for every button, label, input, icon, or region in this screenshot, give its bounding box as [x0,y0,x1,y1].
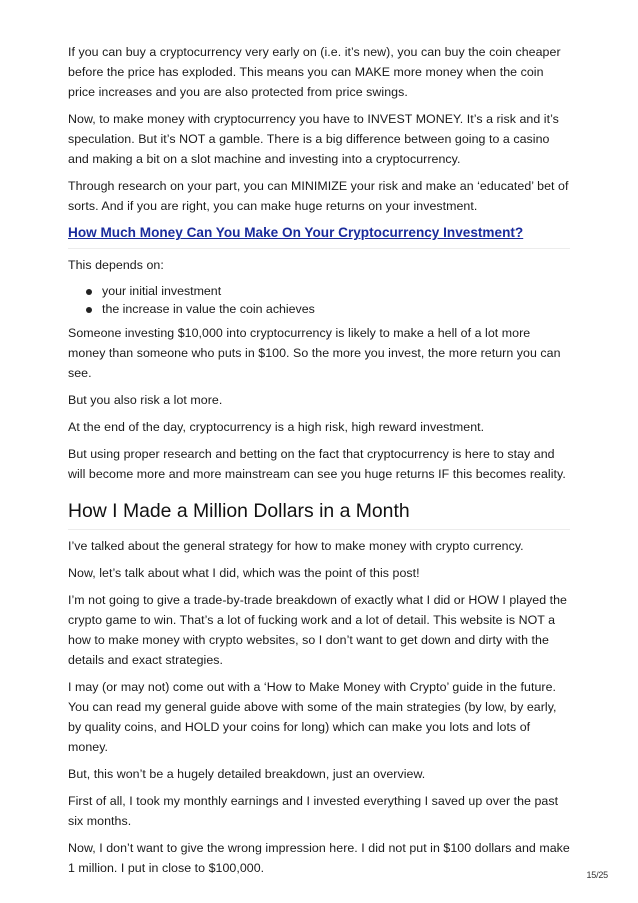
paragraph: I may (or may not) come out with a ‘How to Make Money with Crypto’ guide in the future. You can read my general guide above with some of the main strategies (by low, by early, by quality coins, and HOLD your coins for long) which can make you lots and lots of money. [68,680,557,754]
paragraph: Now, to make money with cryptocurrency you have to INVEST MONEY. It’s a risk and it’s speculation. But it’s NOT a gamble. There is a big difference between going to a casino and making a bit on a slot machine and investing into a cryptocurrency. [68,112,559,166]
section-heading: How I Made a Million Dollars in a Month [68,498,570,530]
paragraph: I’ve talked about the general strategy for how to make money with crypto currency. [68,539,524,553]
paragraph: But you also risk a lot more. [68,393,223,407]
section-heading-link[interactable]: How Much Money Can You Make On Your Cryptocurrency Investment? [68,223,570,249]
paragraph: Now, let’s talk about what I did, which was the point of this post! [68,566,420,580]
list-item [84,282,570,300]
paragraph: Through research on your part, you can MINIMIZE your risk and make an ‘educated’ bet of sorts. And if you are right, you can make huge returns on your investment. [68,179,569,213]
paragraph: This depends on: [68,258,164,272]
bullet-icon [86,307,92,313]
list-item [84,300,570,318]
paragraph: But using proper research and betting on the fact that cryptocurrency is here to stay and will become more and more mainstream can see you huge returns IF this becomes reality. [68,447,566,481]
paragraph: Now, I don’t want to give the wrong impression here. I did not put in $100 dollars and make 1 million. I put in close to $100,000. [68,841,570,875]
paragraph: But, this won’t be a hugely detailed breakdown, just an overview. [68,767,426,781]
paragraph: First of all, I took my monthly earnings and I invested everything I saved up over the past six months. [68,794,559,828]
paragraph: If you can buy a cryptocurrency very early on (i.e. it’s new), you can buy the coin cheaper before the price has exploded. This means you can MAKE more money when the coin price increases and you are also protected from price swings. [68,45,561,99]
bullet-list [68,282,570,318]
list-item-text: your initial investment [102,284,222,298]
document-page [68,42,570,885]
list-item-text: the increase in value the coin achieves [102,302,315,316]
paragraph: Someone investing $10,000 into cryptocurrency is likely to make a hell of a lot more money than someone who puts in $100. So the more you invest, the more return you can see. [68,326,561,380]
paragraph: I’m not going to give a trade-by-trade breakdown of exactly what I did or HOW I played the crypto game to win. That’s a lot of fucking work and a lot of detail. This website is NOT a how to make money with crypto websites, so I don’t want to get down and dirty with the details and exact strategies. [68,593,567,667]
paragraph: At the end of the day, cryptocurrency is a high risk, high reward investment. [68,420,485,434]
page-number: 15/25 [586,870,608,880]
bullet-icon [86,289,92,295]
